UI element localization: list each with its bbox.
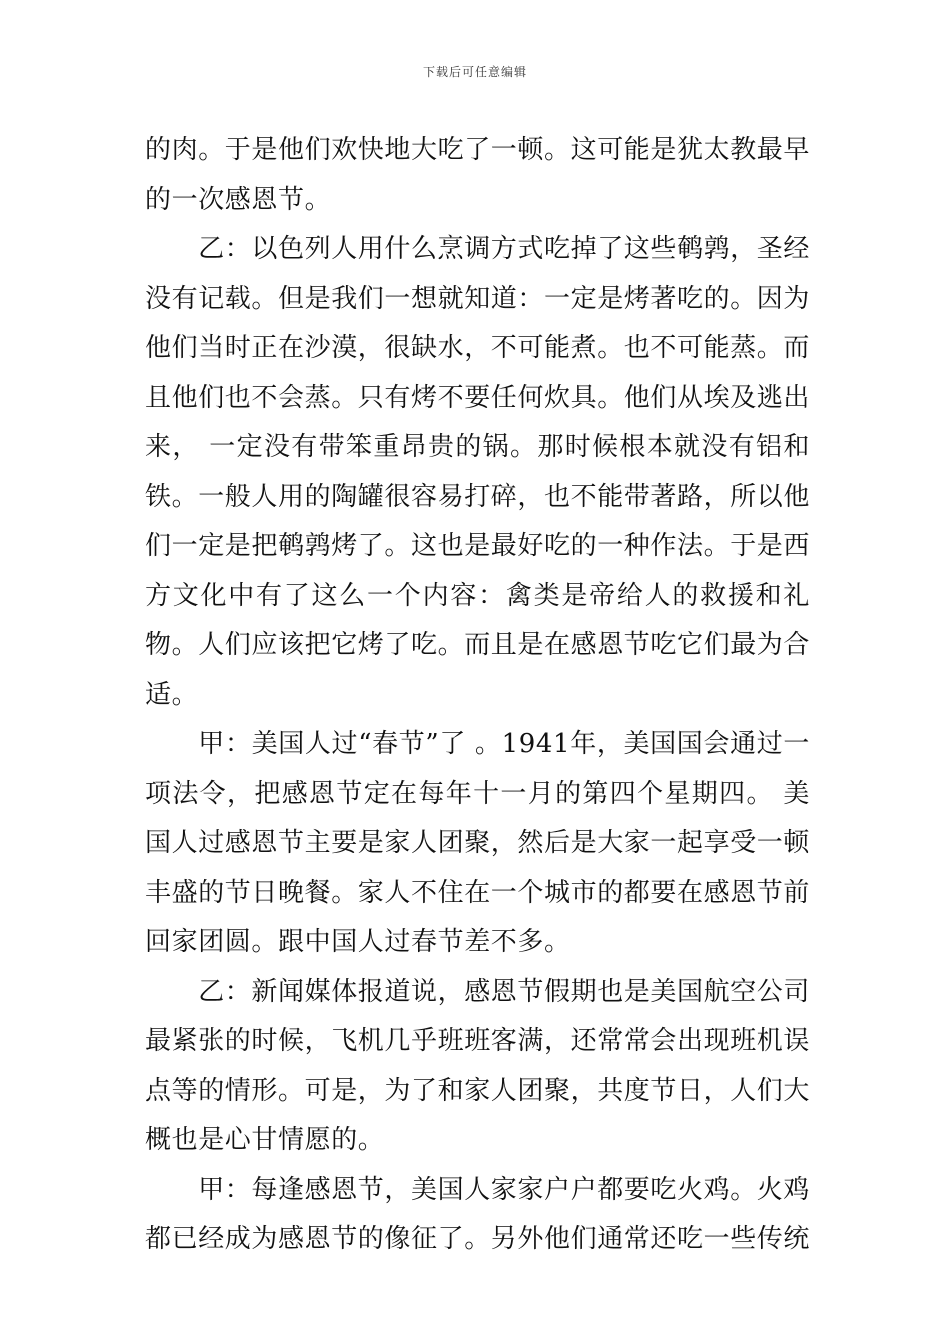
document-body [145, 126, 810, 1265]
paragraph-1: 的肉。于是他们欢快地大吃了一顿。这可能是犹太教最早的一次感恩节。 [145, 135, 811, 215]
page-header: 下载后可任意编辑 [422, 65, 527, 79]
paragraph-3: 甲：美国人过“春节”了 。1941年，美国国会通过一项法令，把感恩节定在每年十一月的第四个星期四。 美国人过感恩节主要是家人团聚，然后是大家一起享受一顿丰盛的节日晚餐。家人不住在一个城市的都要在感恩节前回家团圆。跟中国人过春节差不多。 [145, 729, 811, 957]
paragraph-5: 甲：每逢感恩节，美国人家家户户都要吃火鸡。火鸡都已经成为感恩节的像征了。另外他们通常还吃一些传统 [145, 1174, 811, 1254]
paragraph-2: 乙：以色列人用什么烹调方式吃掉了这些鹌鹑，圣经没有记载。但是我们一想就知道：一定是烤著吃的。因为他们当时正在沙漠，很缺水，不可能煮。也不可能蒸。而且他们也不会蒸。只有烤不要任何炊具。他们从埃及逃出来， 一定没有带笨重昂贵的锅。那时候根本就没有铝和铁。一般人用的陶罐很容易打碎，也不能带著路，所以他们一定是把鹌鹑烤了。这也是最好吃的一种作法。于是西方文化中有了这么一个内容：禽类是帝给人的救援和礼物。人们应该把它烤了吃。而且是在感恩节吃它们最为合适。 [145, 234, 811, 710]
paragraph-4: 乙：新闻媒体报道说，感恩节假期也是美国航空公司最紧张的时候，飞机几乎班班客满，还常常会出现班机误点等的情形。可是，为了和家人团聚，共度节日，人们大概也是心甘情愿的。 [145, 976, 811, 1155]
